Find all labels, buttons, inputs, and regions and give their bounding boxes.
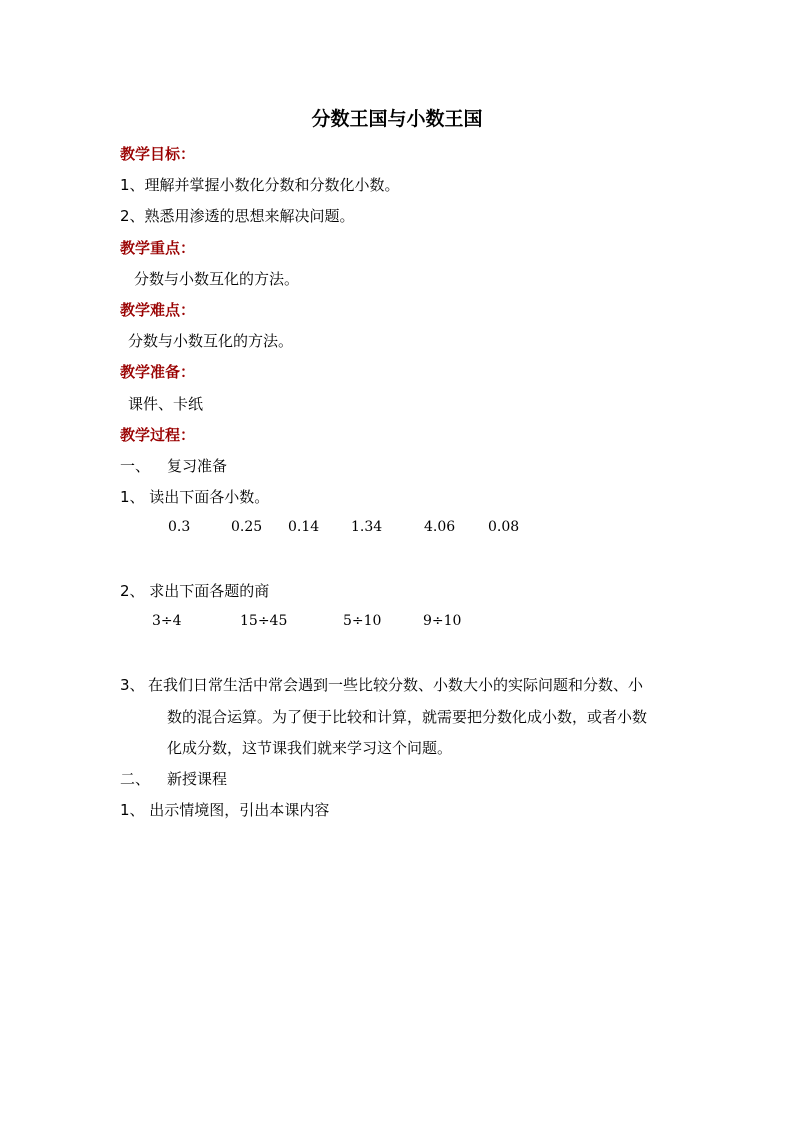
preparation-text: 课件、卡纸 (128, 395, 204, 413)
goals-heading: 教学目标： (120, 145, 196, 163)
difficulty-text: 分数与小数互化的方法。 (128, 332, 294, 350)
division-item: 5÷10 (343, 613, 382, 629)
process-heading: 教学过程： (120, 426, 196, 444)
division-item: 3÷4 (152, 613, 182, 629)
difficulty-heading: 教学难点： (120, 301, 196, 319)
decimal-item: 0.14 (288, 519, 320, 535)
part1-question-3-line-2: 数的混合运算。为了便于比较和计算，就需要把分数化成小数，或者小数 (167, 708, 648, 726)
part1-question-1: 1、 读出下面各小数。 (120, 488, 270, 506)
preparation-heading: 教学准备： (120, 363, 196, 381)
division-list (0, 613, 794, 633)
decimal-item: 0.08 (488, 519, 520, 535)
part1-question-3-number: 3、 (120, 676, 145, 694)
part1-question-2: 2、 求出下面各题的商 (120, 582, 270, 600)
division-item: 9÷10 (423, 613, 462, 629)
decimal-item: 4.06 (424, 519, 456, 535)
goal-1: 1、理解并掌握小数化分数和分数化小数。 (120, 176, 400, 194)
part2-question-1: 1、 出示情境图，引出本课内容 (120, 801, 330, 819)
part1-title: 复习准备 (167, 457, 228, 475)
part2-title: 新授课程 (167, 770, 228, 788)
part2-label: 二、 (120, 770, 151, 788)
decimal-item: 0.3 (168, 519, 191, 535)
decimal-list (0, 519, 794, 539)
part1-label: 一、 (120, 457, 151, 475)
part1-question-3-line-3: 化成分数，这节课我们就来学习这个问题。 (167, 739, 453, 757)
page-title: 分数王国与小数王国 (311, 108, 483, 130)
key-points-text: 分数与小数互化的方法。 (134, 270, 300, 288)
decimal-item: 0.25 (231, 519, 263, 535)
goal-2: 2、熟悉用渗透的思想来解决问题。 (120, 207, 355, 225)
decimal-item: 1.34 (351, 519, 383, 535)
key-points-heading: 教学重点： (120, 239, 196, 257)
part1-question-3-line-1: 在我们日常生活中常会遇到一些比较分数、小数大小的实际问题和分数、小 (148, 676, 644, 694)
division-item: 15÷45 (240, 613, 288, 629)
